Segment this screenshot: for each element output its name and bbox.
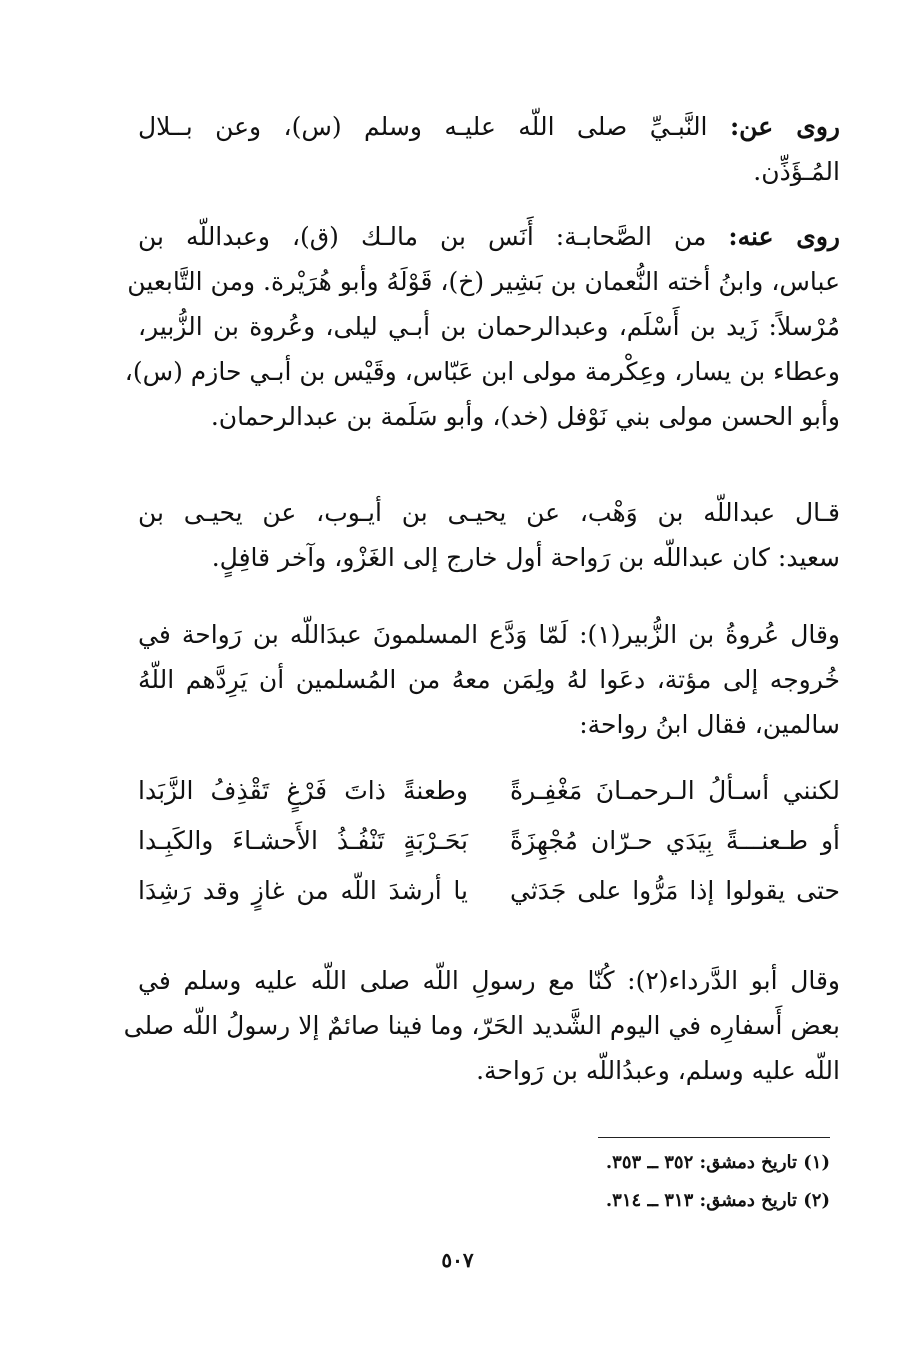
text-line: وعطاء بن يسار، وعِكْرمة مولى ابن عَبّاس، وقَيْس بن أبـي حازم (س)، <box>124 357 840 386</box>
page-number: ٥٠٧ <box>441 1248 474 1272</box>
text-line: خُروجه إلى مؤتة، دعَوا لهُ ولِمَن معهُ من المُسلمين أن يَرِدَّهم اللّهُ <box>138 665 840 694</box>
verse-second-hemistich: وطعنةً ذاتَ فَرْغٍ تَقْذِفُ الزَّبَدا <box>138 776 468 805</box>
footnote-2: (٢) تاريخ دمشق: ٣١٣ ــ ٣١٤. <box>605 1190 830 1211</box>
text-line: سالمين، فقال ابنُ رواحة: <box>579 710 840 739</box>
footnote-separator <box>598 1137 830 1138</box>
text-line: المُـؤَذِّن. <box>753 157 840 186</box>
text-line: سعيد: كان عبداللّه بن رَواحة أول خارج إلى الغَزْو، وآخر قافِلٍ. <box>211 543 840 572</box>
text-line: وأبو الحسن مولى بني نَوْفل (خد)، وأبو سَلَمة بن عبدالرحمان. <box>210 402 840 431</box>
verse-first-hemistich: حتى يقولوا إذا مَرُّوا على جَدَثي <box>510 876 840 905</box>
verse-first-hemistich: لكنني أسـألُ الـرحمـانَ مَغْفِـرةً <box>510 776 840 805</box>
abu-darda-paragraph <box>123 958 840 1093</box>
narrated-by-paragraph <box>124 214 840 439</box>
text-line: اللّه عليه وسلم، وعبدُاللّه بن رَواحة. <box>476 1056 840 1085</box>
narrated-from-label: روى عن: <box>729 112 840 141</box>
footnote-1: (١) تاريخ دمشق: ٣٥٢ ــ ٣٥٣. <box>605 1152 830 1173</box>
text-line: وقال أبو الدَّرداء(٢): كُنّا مع رسولِ اللّه صلى اللّه عليه وسلم في <box>138 966 840 995</box>
text-line: مُرْسلاً: زَيد بن أَسْلَم، وعبدالرحمان بن أبـي ليلى، وعُروة بن الزُّبير، <box>138 312 840 341</box>
verse-second-hemistich: بَحَـرْبَةٍ تَنْفُـذُ الأَحشـاءَ والكَبِـدا <box>138 826 468 855</box>
verse-second-hemistich: يا أرشدَ اللّه من غازٍ وقد رَشِدَا <box>138 876 468 905</box>
text-line: بعض أَسفارِه في اليوم الشَّديد الحَرّ، وما فينا صائمٌ إلا رسولُ اللّه صلى <box>123 1011 840 1040</box>
urwa-paragraph <box>138 612 840 747</box>
narrated-by-label: روى عنه: <box>728 222 840 251</box>
text-line: قـال عبداللّه بن وَهْب، عن يحيـى بن أيـوب، عن يحيـى بن <box>138 498 840 527</box>
text-line: عباس، وابنُ أخته النُّعمان بن بَشِير (خ)، قَوْلَهُ وأبو هُرَيْرة. ومن التَّابعين <box>127 267 840 296</box>
text-line: وقال عُروةُ بن الزُّبير(١): لَمّا وَدَّع المسلمونَ عبدَاللّه بن رَواحة في <box>138 620 840 649</box>
text-line: روى عنه: من الصَّحابـة: أَنَس بن مالـك (ق)، وعبداللّه بن <box>138 222 840 251</box>
text-line: روى عن: النَّبـيِّ صلى اللّه عليـه وسلم (س)، وعن بــلال <box>138 112 840 141</box>
narrated-from-paragraph <box>138 104 840 194</box>
ibn-wahb-paragraph <box>138 490 840 580</box>
poem-verse <box>138 826 840 871</box>
verse-first-hemistich: أو طـعنـــةً بِيَدَي حـرّان مُجْهِزَةً <box>510 826 840 855</box>
poem-verse <box>138 876 840 921</box>
poem-verse <box>138 776 840 821</box>
